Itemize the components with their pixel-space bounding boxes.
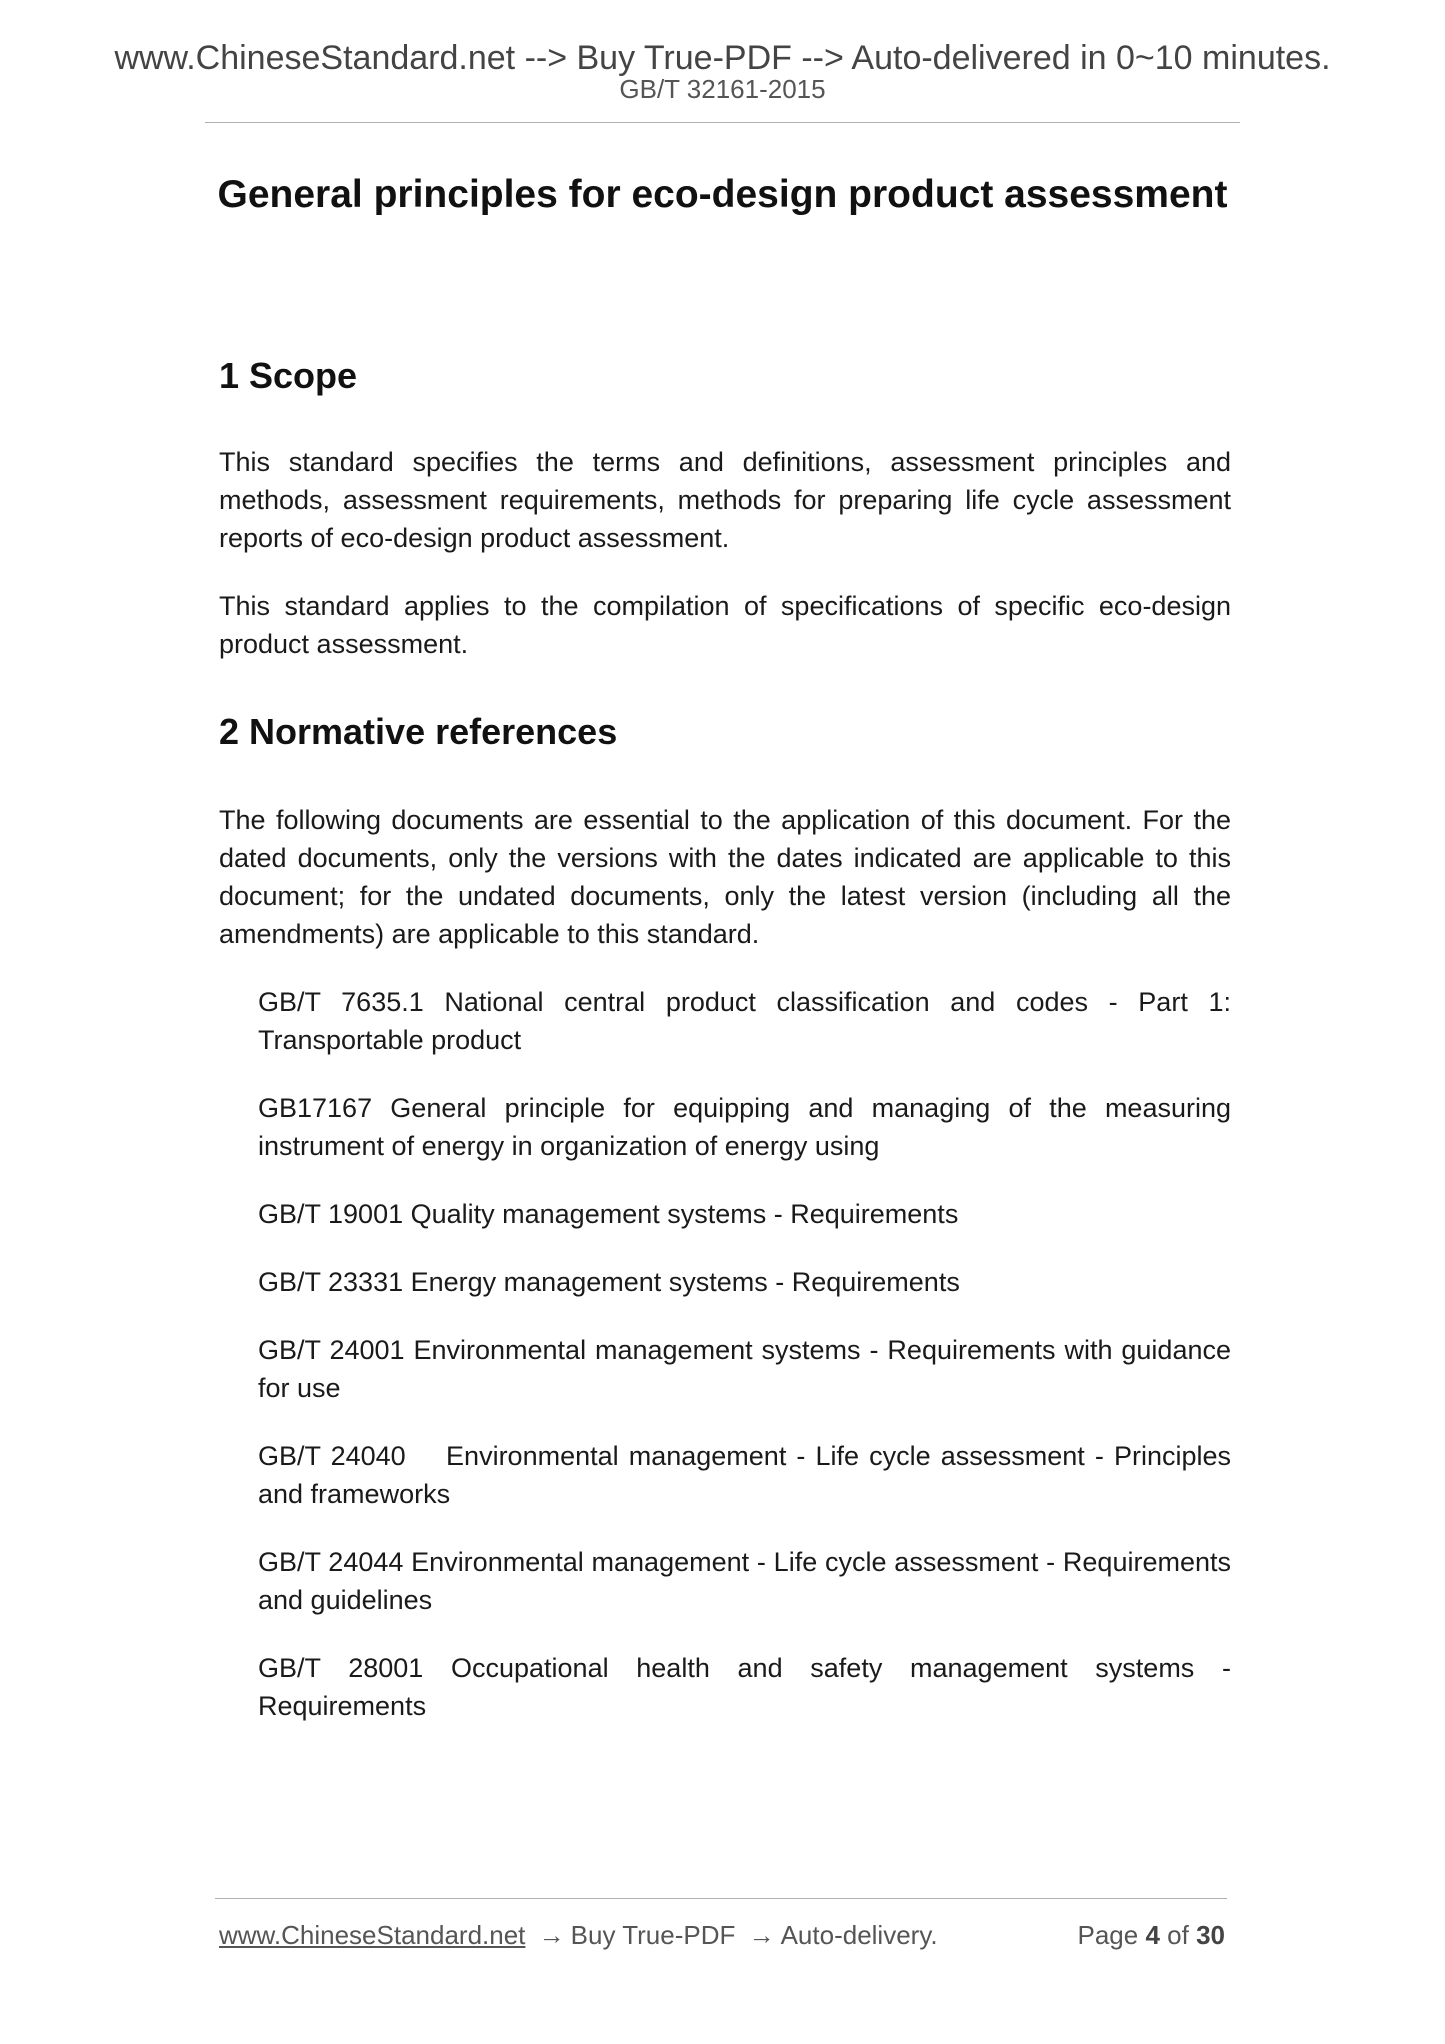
header-banner: www.ChineseStandard.net --> Buy True-PDF --> Auto-delivered in 0~10 minutes. [114, 39, 1331, 77]
reference-item: GB/T 23331 Energy management systems - Requirements [258, 1267, 960, 1297]
scope-paragraph-2: This standard applies to the compilation of specifications of specific eco-design product assessment. [219, 591, 1231, 659]
scope-paragraph-1: This standard specifies the terms and definitions, assessment principles and methods, assessment requirements, methods for preparing life cycle assessment reports of eco-design product assessment. [219, 447, 1231, 553]
footer-divider [215, 1898, 1227, 1899]
document-title: General principles for eco-design product assessment [217, 173, 1228, 216]
reference-item: GB/T 19001 Quality management systems - Requirements [258, 1199, 959, 1229]
footer-left [219, 1918, 938, 1952]
reference-item: GB/T 28001 Occupational health and safety management systems - Requirements [258, 1653, 1231, 1721]
page-footer [219, 1918, 1225, 1952]
page-total: 30 [1196, 1920, 1225, 1950]
normative-references-intro: The following documents are essential to the application of this document. For the dated documents, only the versions with the dates indicated are applicable to this document; for the undated documents, only the latest version (including all the amendments) are applicable to this standard. [219, 805, 1231, 949]
page-current: 4 [1145, 1920, 1160, 1950]
reference-item: GB/T 24040 Environmental management - Life cycle assessment - Principles and frameworks [258, 1441, 1239, 1509]
reference-item: GB/T 7635.1 National central product classification and codes - Part 1: Transportable product [258, 987, 1231, 1055]
page-of-label: of [1167, 1920, 1189, 1950]
section-heading-normative-references: 2 Normative references [219, 711, 618, 752]
reference-item: GB/T 24001 Environmental management systems - Requirements with guidance for use [258, 1335, 1231, 1403]
header-divider [205, 122, 1240, 123]
arrow-right-icon: → [748, 1920, 775, 1950]
section-heading-scope: 1 Scope [219, 355, 358, 396]
document-number: GB/T 32161-2015 [619, 74, 826, 104]
page-label: Page [1077, 1920, 1139, 1950]
reference-item: GB/T 24044 Environmental management - Life cycle assessment - Requirements and guidelines [258, 1547, 1231, 1615]
buy-true-pdf-text: Buy True-PDF [570, 1920, 736, 1950]
auto-delivery-text: Auto-delivery. [780, 1920, 938, 1950]
arrow-right-icon: → [538, 1920, 565, 1950]
site-link[interactable]: www.ChineseStandard.net [219, 1920, 526, 1950]
page-indicator [1077, 1918, 1225, 1952]
reference-item: GB17167 General principle for equipping and managing of the measuring instrument of energy in organization of energy using [258, 1093, 1231, 1161]
